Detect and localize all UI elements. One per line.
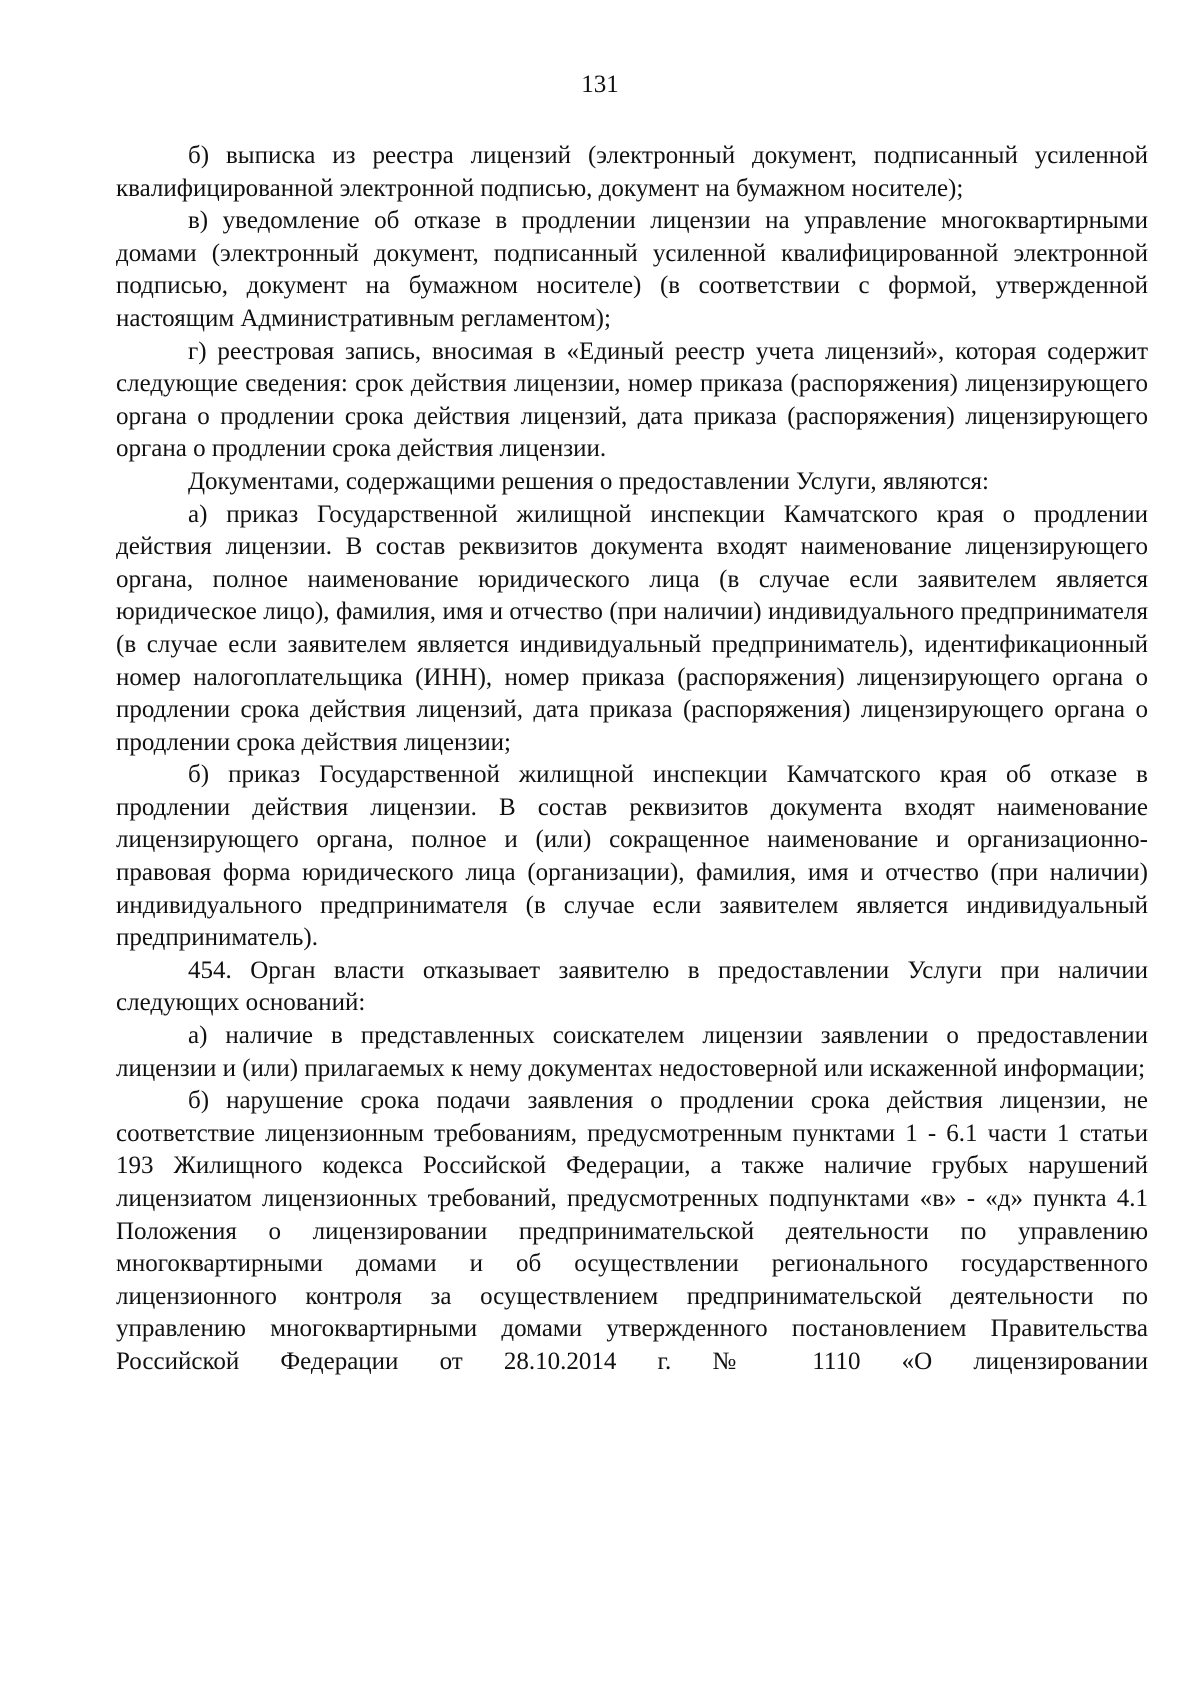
page-number: 131 xyxy=(581,71,619,98)
paragraph-clause-454: 454. Орган власти отказывает заявителю в предоставлении Услуги при наличии следующих оснований: xyxy=(116,956,1148,1017)
paragraph-order-extension: а) приказ Государственной жилищной инспекции Камчатского края о продлении действия лицензии. В состав реквизитов документа входят наименование лицензирующего органа, полное наименование юридического лица (в случае если заявителем является юридическое лицо), фамилия, имя и отчество (при наличии) индивидуального предпринимателя (в случае если заявителем является индивидуальный предприниматель), идентификационный номер налогоплательщика (ИНН), номер приказа (распоряжения) лицензирующего органа о продлении срока действия лицензий, дата приказа (распоряжения) лицензирующего органа о продлении срока действия лицензии; xyxy=(116,500,1148,756)
document-body xyxy=(116,140,1148,1379)
paragraph-ground-a: а) наличие в представленных соискателем лицензии заявлении о предоставлении лицензии и (или) прилагаемых к нему документах недостоверной или искаженной информации; xyxy=(116,1022,1148,1082)
paragraph-order-refusal: б) приказ Государственной жилищной инспекции Камчатского края об отказе в продлении действия лицензии. В состав реквизитов документа входят наименование лицензирующего органа, полное и (или) сокращенное наименование и организационно-правовая форма юридического лица (организации), фамилия, имя и отчество (при наличии) индивидуального предпринимателя (в случае если заявителем является индивидуальный предприниматель). xyxy=(116,761,1148,952)
paragraph-refusal-notice: в) уведомление об отказе в продлении лицензии на управление многоквартирными домами (электронный документ, подписанный усиленной квалифицированной электронной подписью, документ на бумажном носителе) (в соответствии с формой, утвержденной настоящим Административным регламентом); xyxy=(116,207,1148,332)
paragraph-extract-registry: б) выписка из реестра лицензий (электронный документ, подписанный усиленной квалифицированной электронной подписью, документ на бумажном носителе); xyxy=(116,142,1148,202)
paragraph-decision-documents-intro: Документами, содержащими решения о предоставлении Услуги, являются: xyxy=(188,467,989,495)
paragraph-registry-entry: г) реестровая запись, вносимая в «Единый реестр учета лицензий», которая содержит следующие сведения: срок действия лицензии, номер приказа (распоряжения) лицензирующего органа о продлении срока действия лицензий, дата приказа (распоряжения) лицензирующего органа о продлении срока действия лицензии. xyxy=(116,337,1148,463)
paragraph-ground-b: б) нарушение срока подачи заявления о продлении срока действия лицензии, не соответствие лицензионным требованиям, предусмотренным пунктами 1 - 6.1 части 1 статьи 193 Жилищного кодекса Российской Федерации, а также наличие грубых нарушений лицензиатом лицензионных требований, предусмотренных подпунктами «в» - «д» пункта 4.1 Положения о лицензировании предпринимательской деятельности по управлению многоквартирными домами и об осуществлении регионального государственного лицензионного контроля за осуществлением предпринимательской деятельности по управлению многоквартирными домами утвержденного постановлением Правительства Российской Федерации от 28.10.2014 г. № 1110 «О лицензировании xyxy=(116,1087,1148,1375)
